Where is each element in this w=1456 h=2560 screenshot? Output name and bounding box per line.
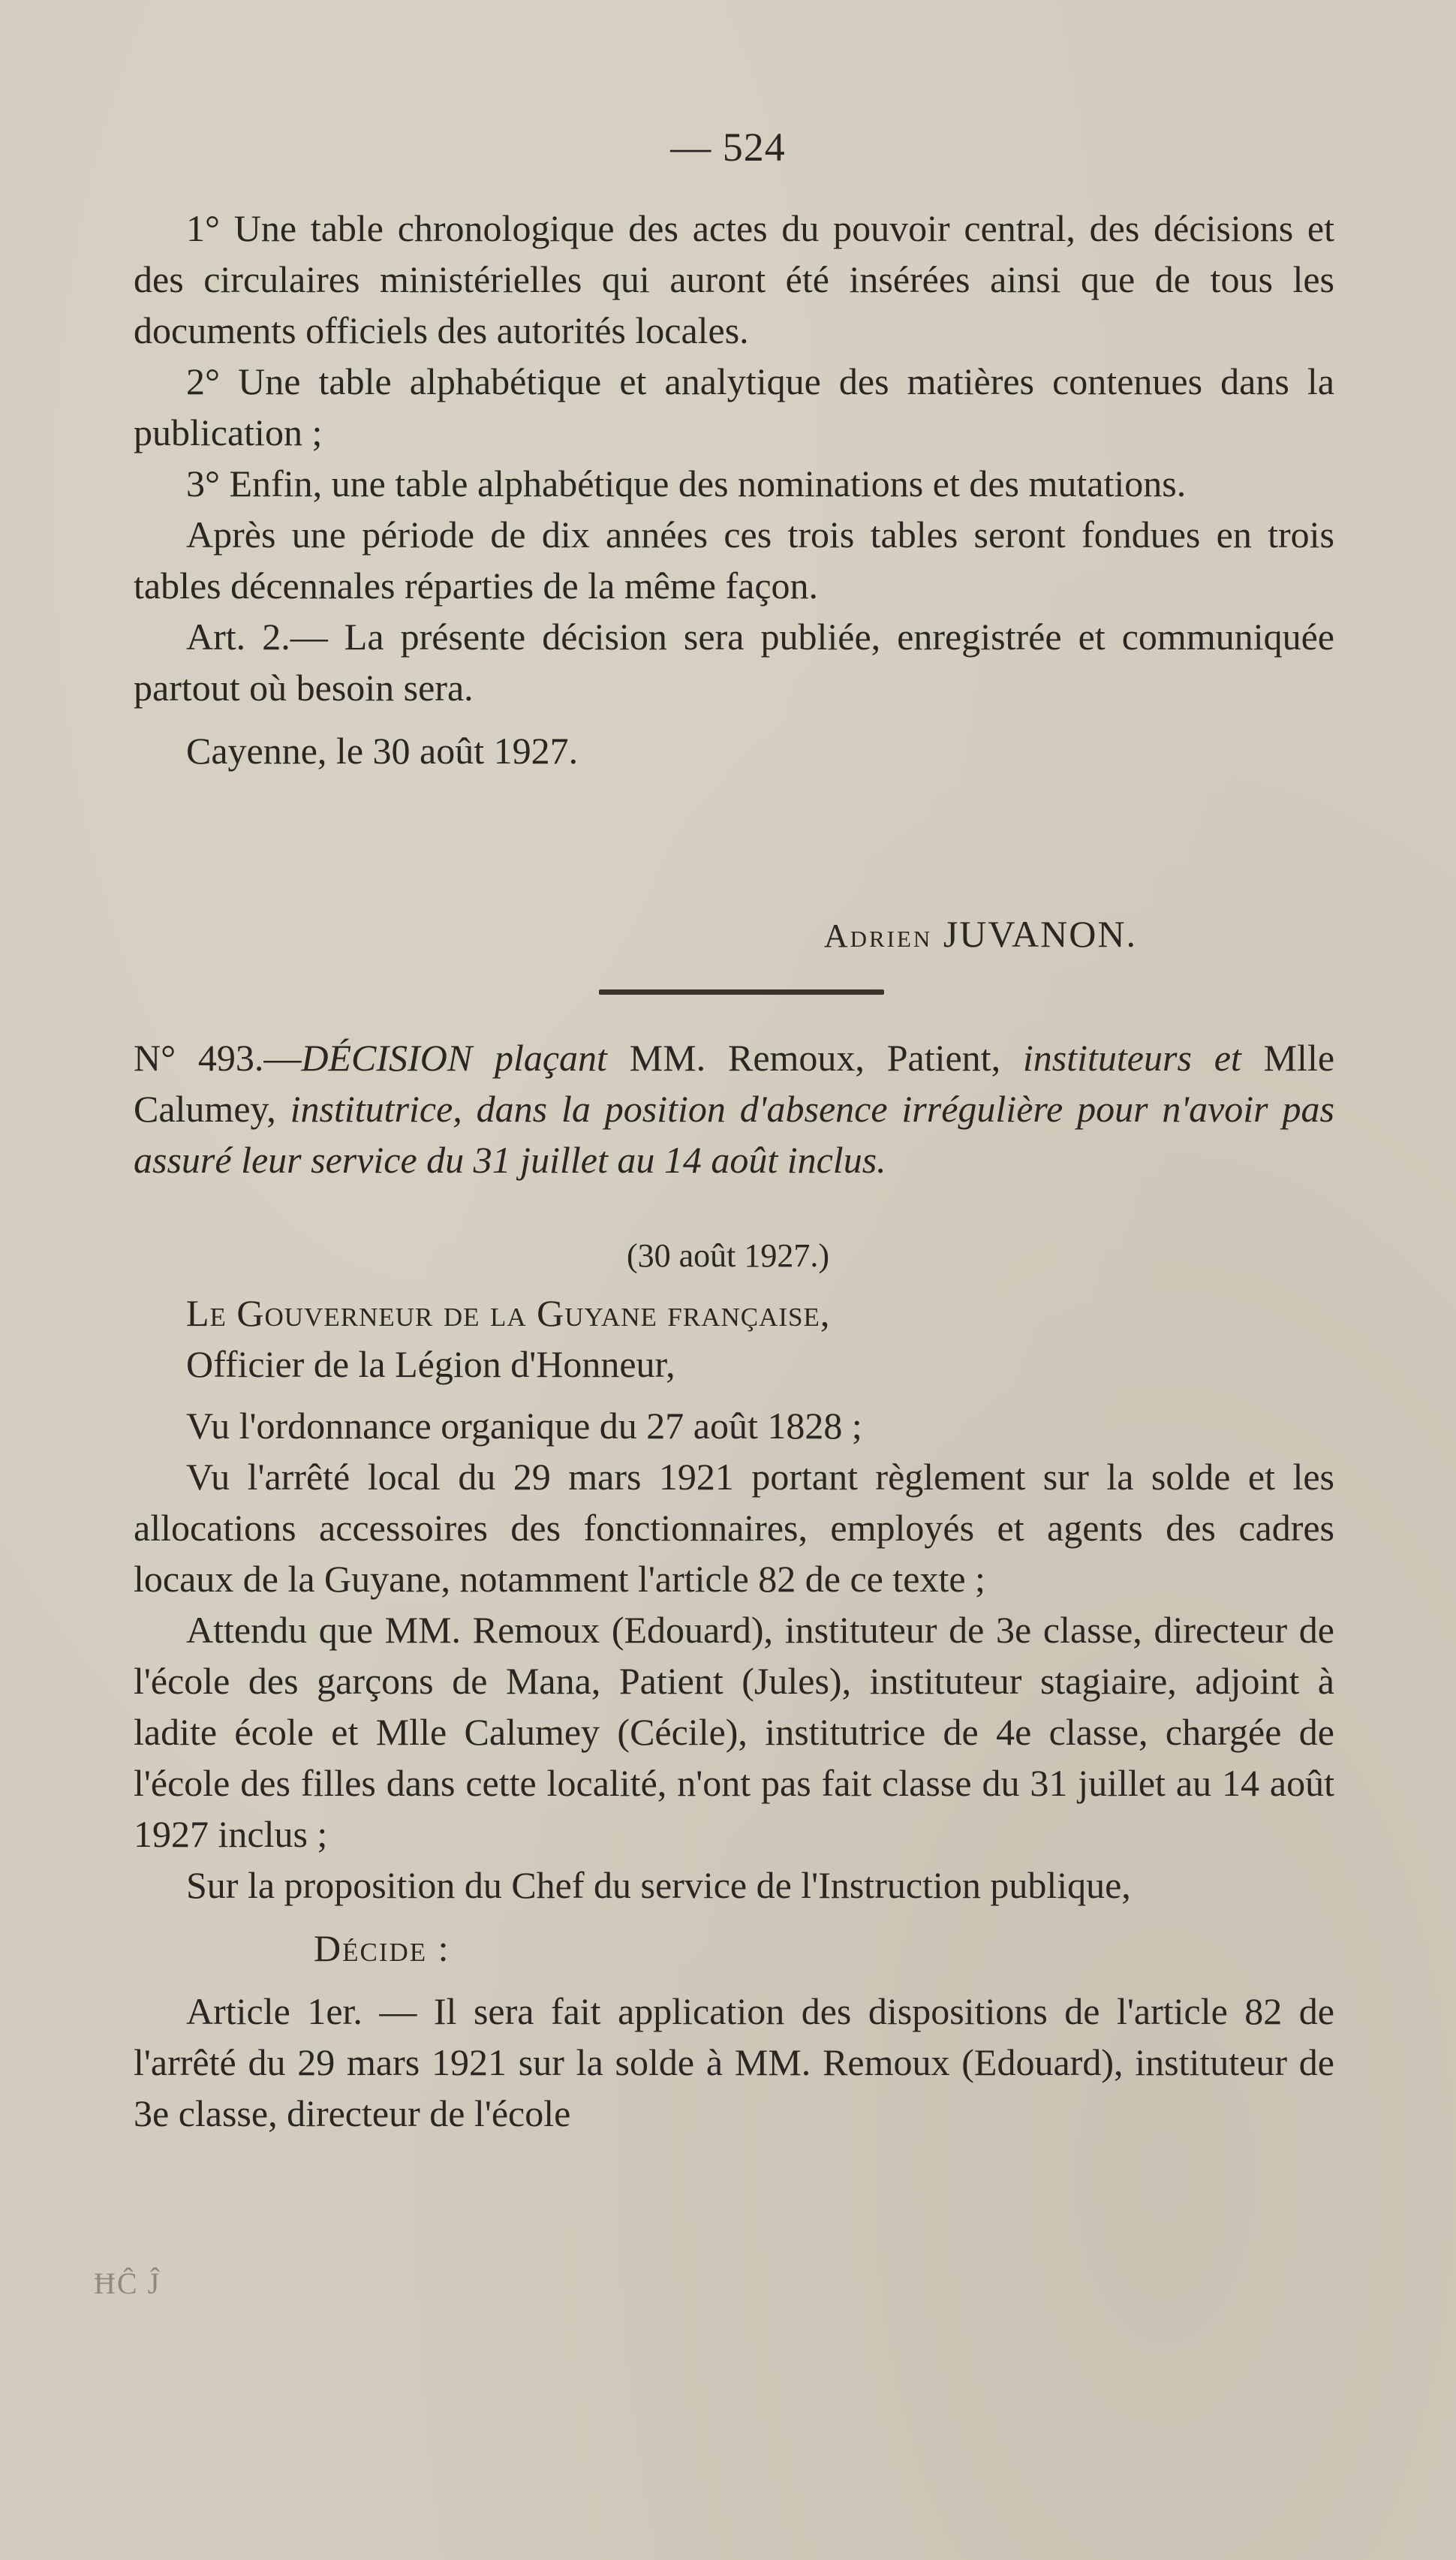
- library-stamp: ĦĈ Ĵ: [94, 2266, 161, 2300]
- decision-title-plain: MM. Remoux, Patient,: [606, 1037, 1023, 1079]
- signature-last-name: JUVANON.: [943, 913, 1137, 955]
- decision-title-italic: DÉCISION plaçant: [301, 1037, 607, 1079]
- signature-first-name: Adrien: [823, 917, 933, 954]
- vu-arrete: Vu l'arrêté local du 29 mars 1921 portant règlement sur la solde et les allocations accessoires des fonctionnaires, employés et agents des cadres locaux de la Guyane, notamment l'article 82 de ce texte ;: [134, 1456, 1334, 1600]
- decision-title-italic-3: institutrice, dans la position d'absence irrégulière pour n'avoir pas assuré leur service du 31 juillet au 14 août inclus.: [134, 1088, 1334, 1181]
- paragraph-article-2: Art. 2.— La présente décision sera publiée, enregistrée et communiquée partout où besoin sera.: [134, 616, 1334, 709]
- paragraph-tables-decennales: Après une période de dix années ces trois tables seront fondues en trois tables décennales réparties de la même façon.: [134, 514, 1334, 607]
- place-date-line: Cayenne, le 30 août 1927.: [186, 730, 579, 772]
- top-section: [134, 203, 1334, 776]
- proposition-paragraph: Sur la proposition du Chef du service de l'Instruction publique,: [186, 1864, 1131, 1906]
- decision-date: (30 août 1927.): [626, 1237, 830, 1274]
- decision-title-italic-2: instituteurs et: [1022, 1037, 1241, 1079]
- vu-ordonnance: Vu l'ordonnance organique du 27 août 1828 ;: [186, 1405, 862, 1447]
- paragraph-table-chronologique: 1° Une table chronologique des actes du pouvoir central, des décisions et des circulaires ministérielles qui auront été insérées ainsi que de tous les documents officiels des autorités locales.: [134, 207, 1334, 351]
- attendu-paragraph: Attendu que MM. Remoux (Edouard), instituteur de 3e classe, directeur de l'école des garçons de Mana, Patient (Jules), instituteur stagiaire, adjoint à ladite école et Mlle Calumey (Cécile), institutrice de 4e classe, chargée de l'école des filles dans cette localité, n'ont pas fait classe du 31 juillet au 14 août 1927 inclus ;: [134, 1609, 1334, 1855]
- section-divider: [599, 989, 884, 995]
- decision-title-plain-2: Mlle Calumey,: [134, 1037, 1335, 1130]
- article-1: Article 1er. — Il sera fait application des dispositions de l'article 82 de l'arrêté du 29 mars 1921 sur la solde à MM. Remoux (Edouard), instituteur de 3e classe, directeur de l'école: [134, 1990, 1334, 2134]
- decision-body: [134, 1288, 1334, 2139]
- officer-line: Officier de la Légion d'Honneur,: [186, 1343, 675, 1385]
- paragraph-table-alphabetique: 2° Une table alphabétique et analytique des matières contenues dans la publication ;: [134, 360, 1334, 453]
- decision-number: N° 493.—: [134, 1037, 302, 1079]
- decision-header: [134, 1032, 1334, 1185]
- governor-line: Le Gouverneur de la Guyane française,: [186, 1292, 831, 1334]
- page-number: — 524: [670, 125, 786, 170]
- decide-heading: Décide :: [314, 1927, 450, 1969]
- paragraph-table-nominations: 3° Enfin, une table alphabétique des nominations et des mutations.: [186, 462, 1187, 504]
- signature: [824, 912, 1137, 956]
